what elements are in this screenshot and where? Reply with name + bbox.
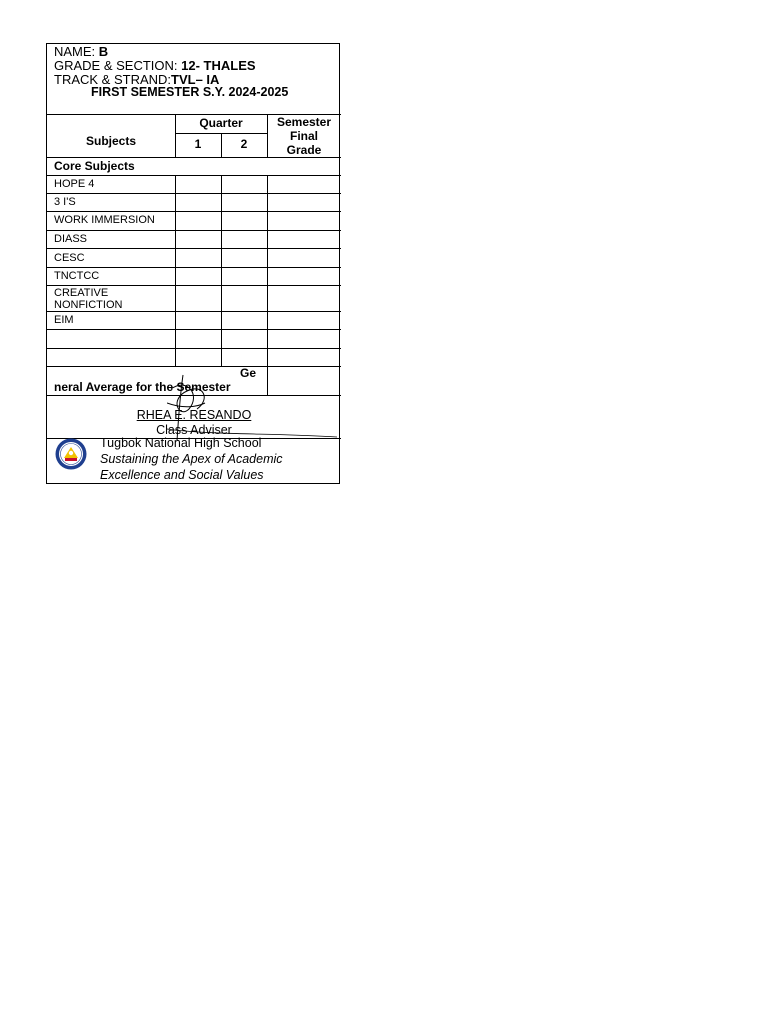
core-subjects-label: Core Subjects: [54, 159, 135, 173]
quarter-1-header: 1: [194, 137, 202, 151]
school-motto-line1: Sustaining the Apex of Academic: [100, 452, 283, 466]
subjects-header: Subjects: [85, 134, 136, 148]
grade-section-line: [54, 58, 256, 73]
name-line: [54, 44, 108, 59]
report-card: [46, 43, 340, 484]
subject-row-hope4: HOPE 4: [54, 178, 95, 190]
quarter-2-header: 2: [240, 137, 248, 151]
student-info-header: [47, 44, 341, 115]
subject-row-cesc: CESC: [54, 252, 85, 264]
subject-row-3is: 3 I'S: [54, 196, 76, 208]
grade-section-value: 12- THALES: [181, 58, 256, 73]
signature-icon: [167, 366, 337, 449]
subject-row-tnctcc: TNCTCC: [54, 270, 100, 282]
school-name: Tugbok National High School: [100, 436, 262, 450]
subject-row-work-immersion: WORK IMMERSION: [54, 214, 155, 226]
school-seal-icon: [55, 438, 87, 470]
track-strand-label: TRACK & STRAND:: [54, 72, 172, 87]
general-average-label-part1: Ge: [240, 366, 257, 380]
subject-row-creative-nonfiction: CREATIVE NONFICTION: [54, 287, 123, 311]
final-grade-header: Semester Final Grade: [276, 115, 332, 157]
quarter-header: Quarter: [199, 116, 243, 130]
grade-section-label: GRADE & SECTION:: [54, 58, 182, 73]
adviser-title: Class Adviser: [156, 423, 232, 437]
general-average-label: neral Average for the Semester: [54, 380, 231, 394]
school-motto-line2: Excellence and Social Values: [100, 468, 264, 482]
subject-row-eim: EIM: [54, 314, 74, 326]
subject-row-diass: DIASS: [54, 233, 88, 245]
track-strand-value: TVL– IA: [171, 72, 220, 87]
adviser-name: RHEA E. RESANDO: [136, 408, 252, 422]
semester-title: FIRST SEMESTER S.Y. 2024-2025: [91, 85, 289, 99]
name-label: NAME:: [54, 44, 99, 59]
name-value: B: [98, 44, 109, 59]
